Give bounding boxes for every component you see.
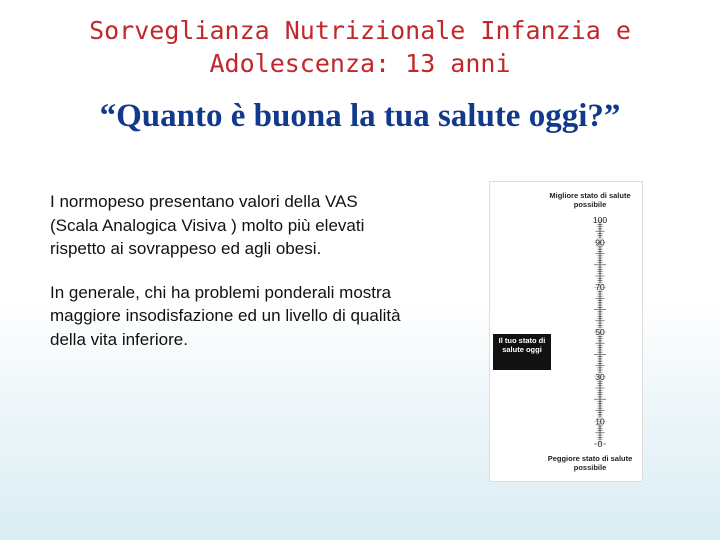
body-text bbox=[50, 190, 410, 371]
slide-title: Sorveglianza Nutrizionale Infanzia e Adolescenza: 13 anni bbox=[89, 16, 631, 78]
vas-tick-label: 30 bbox=[595, 371, 605, 382]
vas-tick-label: 50 bbox=[595, 327, 605, 337]
paragraph-problemi-ponderali: In generale, chi ha problemi ponderali mostra maggiore insodisfazione ed un livello di qualità della vita inferiore. bbox=[50, 282, 401, 349]
vas-scale-card bbox=[489, 181, 643, 482]
vas-tick-label: 10 bbox=[595, 416, 605, 427]
vas-top-label: Migliore stato di salute possibile bbox=[549, 191, 631, 209]
vas-tick-label: 0 bbox=[597, 439, 603, 449]
vas-tick-label: 100 bbox=[592, 215, 608, 225]
vas-tick-label: 90 bbox=[595, 237, 605, 248]
vas-tick-label: 70 bbox=[595, 282, 605, 293]
vas-scale-ruler bbox=[490, 182, 642, 481]
current-state-box: Il tuo stato di salute oggi bbox=[493, 334, 551, 370]
slide-subtitle: “Quanto è buona la tua salute oggi?” bbox=[99, 98, 621, 134]
vas-bottom-label: Peggiore stato di salute possibile bbox=[547, 454, 633, 472]
paragraph-normopeso: I normopeso presentano valori della VAS (Scala Analogica Visiva ) molto più elevati rispetto ai sovrappeso ed agli obesi. bbox=[50, 192, 365, 258]
